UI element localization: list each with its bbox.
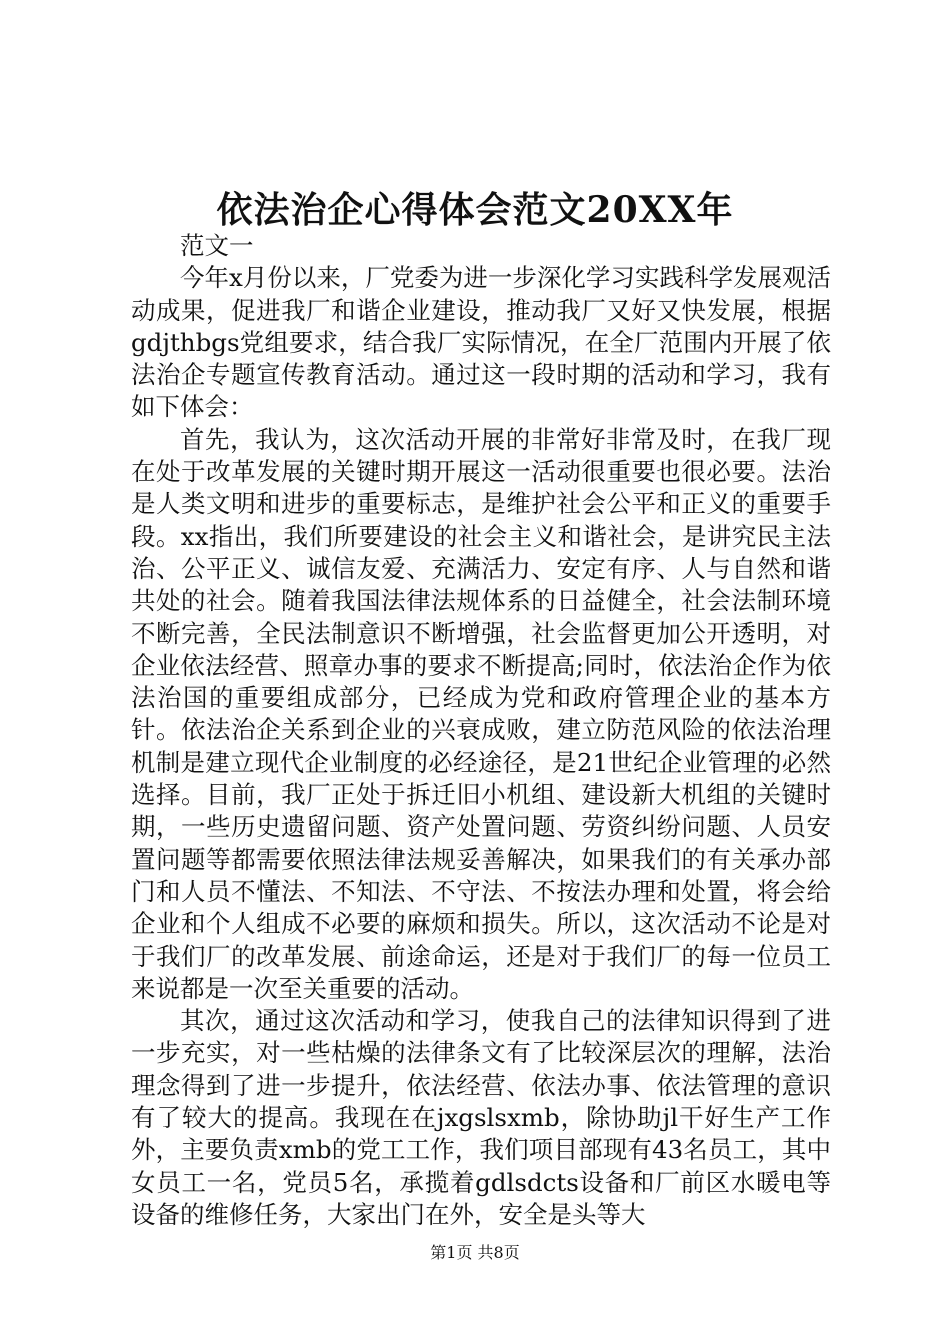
section-heading: 范文一: [180, 231, 254, 260]
document-title: 依法治企心得体会范文20XX年: [216, 189, 734, 231]
paragraph-second-point: 其次，通过这次活动和学习，使我自己的法律知识得到了进一步充实，对一些枯燥的法律条文有了比较深层次的理解，法治理念得到了进一步提升，依法经营、依法办事、依法管理的意识有了较大的提高。我现在在jxgslsxmb，除协助jl干好生产工作外，主要负责xmb的党工工作，我们项目部现有43名员工，其中女员工一名，党员5名，承揽着gdlsdcts设备和厂前区水暖电等设备的维修任务，大家出门在外，安全是头等大: [131, 1006, 831, 1229]
document-body: [131, 230, 831, 1231]
paragraph-intro: 今年x月份以来，厂党委为进一步深化学习实践科学发展观活动成果，促进我厂和谐企业建设，推动我厂又好又快发展，根据gdjthbgs党组要求，结合我厂实际情况，在全厂范围内开展了依法治企专题宣传教育活动。通过这一段时期的活动和学习，我有如下体会：: [131, 263, 831, 422]
page-number-footer: 第1页 共8页: [430, 1243, 520, 1262]
paragraph-first-point: 首先，我认为，这次活动开展的非常好非常及时，在我厂现在处于改革发展的关键时期开展这一活动很重要也很必要。法治是人类文明和进步的重要标志，是维护社会公平和正义的重要手段。xx指出，我们所要建设的社会主义和谐社会，是讲究民主法治、公平正义、诚信友爱、充满活力、安定有序、人与自然和谐共处的社会。随着我国法律法规体系的日益健全，社会法制环境不断完善，全民法制意识不断增强，社会监督更加公开透明，对企业依法经营、照章办事的要求不断提高;同时，依法治企作为依法治国的重要组成部分，已经成为党和政府管理企业的基本方针。依法治企关系到企业的兴衰成败，建立防范风险的依法治理机制是建立现代企业制度的必经途径，是21世纪企业管理的必然选择。目前，我厂正处于拆迁旧小机组、建设新大机组的关键时期，一些历史遗留问题、资产处置问题、劳资纠纷问题、人员安置问题等都需要依照法律法规妥善解决，如果我们的有关承办部门和人员不懂法、不知法、不守法、不按法办理和处置，将会给企业和个人组成不必要的麻烦和损失。所以，这次活动不论是对于我们厂的改革发展、前途命运，还是对于我们厂的每一位员工来说都是一次至关重要的活动。: [131, 424, 831, 1003]
